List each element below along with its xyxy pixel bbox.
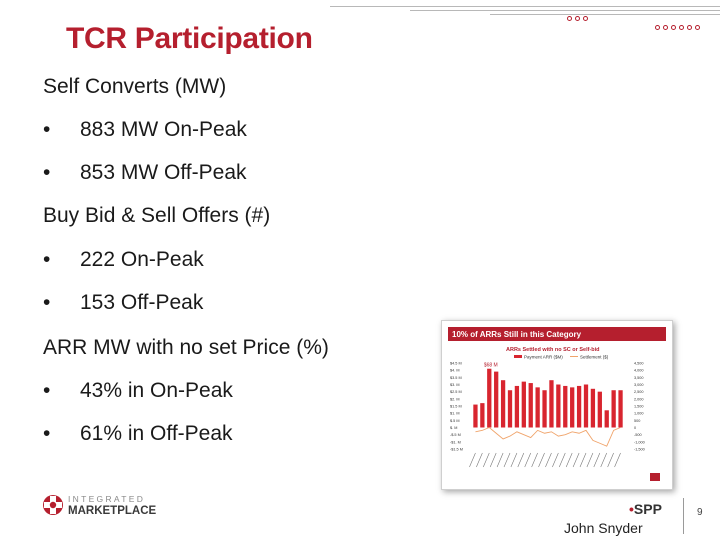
chart-svg	[442, 321, 672, 489]
bar	[570, 387, 574, 427]
right-tick-label: 3,500	[634, 375, 644, 380]
x-tick-mark	[552, 453, 558, 467]
x-tick-mark	[587, 453, 593, 467]
callout-label: $68 M	[483, 362, 498, 369]
settlement-line	[475, 428, 620, 447]
x-tick-mark	[532, 453, 538, 467]
legend-label-bar: Payment ARR ($M)	[524, 354, 563, 360]
x-tick-mark	[476, 453, 482, 467]
x-tick-mark	[525, 453, 531, 467]
bullet-marker: •	[43, 118, 51, 141]
right-tick-label: 4,500	[634, 361, 644, 366]
bar	[605, 410, 609, 427]
bar	[473, 405, 477, 428]
spp-mini-logo	[650, 473, 660, 481]
page-number: 9	[697, 507, 703, 518]
header-rule	[330, 6, 720, 7]
bar	[480, 403, 484, 427]
x-tick-mark	[504, 453, 510, 467]
bar	[611, 390, 615, 427]
chart-title: 10% of ARRs Still in this Category	[452, 330, 582, 339]
bar	[535, 387, 539, 427]
slide-title: TCR Participation	[66, 22, 313, 55]
right-axis	[634, 362, 645, 452]
bullet-text: 43% in On-Peak	[80, 379, 233, 402]
x-tick-mark	[539, 453, 545, 467]
bar	[618, 390, 622, 427]
bullet-text: 153 Off-Peak	[80, 291, 204, 314]
logo-svg	[42, 493, 172, 519]
right-tick-label: -1,500	[634, 447, 645, 452]
bullet-text: 853 MW Off-Peak	[80, 161, 247, 184]
header-dots-right	[655, 25, 700, 30]
x-tick-mark	[608, 453, 614, 467]
right-tick-label: 2,500	[634, 390, 644, 395]
x-tick-mark	[497, 453, 503, 467]
bullet-marker: •	[43, 291, 51, 314]
right-tick-label: 1,000	[634, 411, 644, 416]
right-tick-label: 3,000	[634, 383, 644, 387]
bullet-text: 883 MW On-Peak	[80, 118, 247, 141]
bullet-text: 222 On-Peak	[80, 248, 204, 271]
bar	[591, 389, 595, 428]
bullet-on-peak-mw	[43, 118, 247, 142]
bullet-marker: •	[43, 248, 51, 271]
bar-series	[473, 369, 622, 428]
left-tick-label: -$1.5 M	[450, 447, 463, 452]
bar	[542, 390, 546, 427]
right-tick-label: -1,000	[634, 440, 645, 445]
left-tick-label: $2.5 M	[450, 390, 462, 395]
footer-divider	[683, 498, 684, 534]
bullet-off-peak-pct	[43, 422, 233, 446]
left-tick-label: $2. M	[450, 397, 460, 402]
bar	[487, 369, 491, 428]
integrated-marketplace-logo	[42, 493, 172, 524]
bar	[501, 380, 505, 427]
left-axis	[450, 362, 463, 452]
x-tick-mark	[518, 453, 524, 467]
bullet-off-peak-count	[43, 291, 203, 315]
x-tick-mark	[559, 453, 565, 467]
left-tick-label: $1.5 M	[450, 404, 462, 409]
x-axis-ticks	[469, 453, 620, 467]
right-tick-label: 1,500	[634, 404, 644, 409]
bar	[494, 372, 498, 428]
x-tick-mark	[566, 453, 572, 467]
section-heading-self-converts: Self Converts (MW)	[43, 75, 227, 98]
header-decoration	[330, 4, 720, 18]
presenter-name: John Snyder	[564, 520, 643, 536]
right-tick-label: 500	[634, 418, 641, 423]
spp-brand	[629, 501, 662, 517]
logo-text-top: INTEGRATED	[68, 494, 146, 504]
bar	[549, 380, 553, 427]
bullet-on-peak-pct	[43, 379, 233, 403]
section-heading-arr-no-price: ARR MW with no set Price (%)	[43, 336, 329, 359]
left-tick-label: $4. M	[450, 368, 460, 373]
chart-subtitle: ARRs Settled with no SC or Self-bid	[506, 347, 600, 353]
left-tick-label: $3. M	[450, 383, 460, 387]
right-tick-label: 4,000	[634, 368, 644, 373]
bar	[522, 382, 526, 428]
x-tick-mark	[573, 453, 579, 467]
bar	[529, 383, 533, 427]
left-tick-label: $. M	[450, 426, 458, 430]
x-tick-mark	[545, 453, 551, 467]
bullet-off-peak-mw	[43, 161, 247, 185]
header-rule	[410, 10, 720, 11]
bar	[556, 385, 560, 428]
logo-text-bottom: MARKETPLACE	[68, 505, 157, 517]
bar	[508, 390, 512, 427]
header-rule	[490, 14, 720, 15]
right-tick-label: -500	[634, 433, 642, 438]
x-tick-mark	[601, 453, 607, 467]
left-tick-label: $4.5 M	[450, 361, 462, 366]
logo-mark	[43, 495, 63, 515]
x-tick-mark	[580, 453, 586, 467]
bar	[563, 386, 567, 428]
bar	[584, 385, 588, 428]
x-tick-mark	[483, 453, 489, 467]
bullet-on-peak-count	[43, 248, 204, 272]
x-tick-mark	[490, 453, 496, 467]
chart-thumbnail	[441, 320, 673, 490]
bar	[598, 392, 602, 428]
x-tick-mark	[594, 453, 600, 467]
bullet-marker: •	[43, 161, 51, 184]
header-dots-left	[567, 16, 588, 21]
section-heading-bids-offers: Buy Bid & Sell Offers (#)	[43, 204, 271, 227]
right-tick-label: 0	[634, 426, 637, 430]
bar	[515, 386, 519, 428]
bullet-marker: •	[43, 379, 51, 402]
left-tick-label: -$1. M	[450, 440, 461, 445]
legend-swatch-bar	[514, 355, 522, 358]
x-tick-mark	[511, 453, 517, 467]
legend-label-line: Settlement ($)	[580, 354, 609, 360]
right-tick-label: 2,000	[634, 397, 644, 402]
bullet-text: 61% in Off-Peak	[80, 422, 233, 445]
bar	[577, 386, 581, 428]
left-tick-label: $3.5 M	[450, 375, 462, 380]
left-tick-label: -$.5 M	[450, 433, 461, 438]
spp-brand-text: SPP	[633, 501, 662, 517]
x-tick-mark	[615, 453, 621, 467]
x-tick-mark	[469, 453, 475, 467]
left-tick-label: $.5 M	[450, 418, 460, 423]
spp-swoosh-icon: •	[629, 501, 634, 517]
bullet-marker: •	[43, 422, 51, 445]
left-tick-label: $1. M	[450, 411, 460, 416]
